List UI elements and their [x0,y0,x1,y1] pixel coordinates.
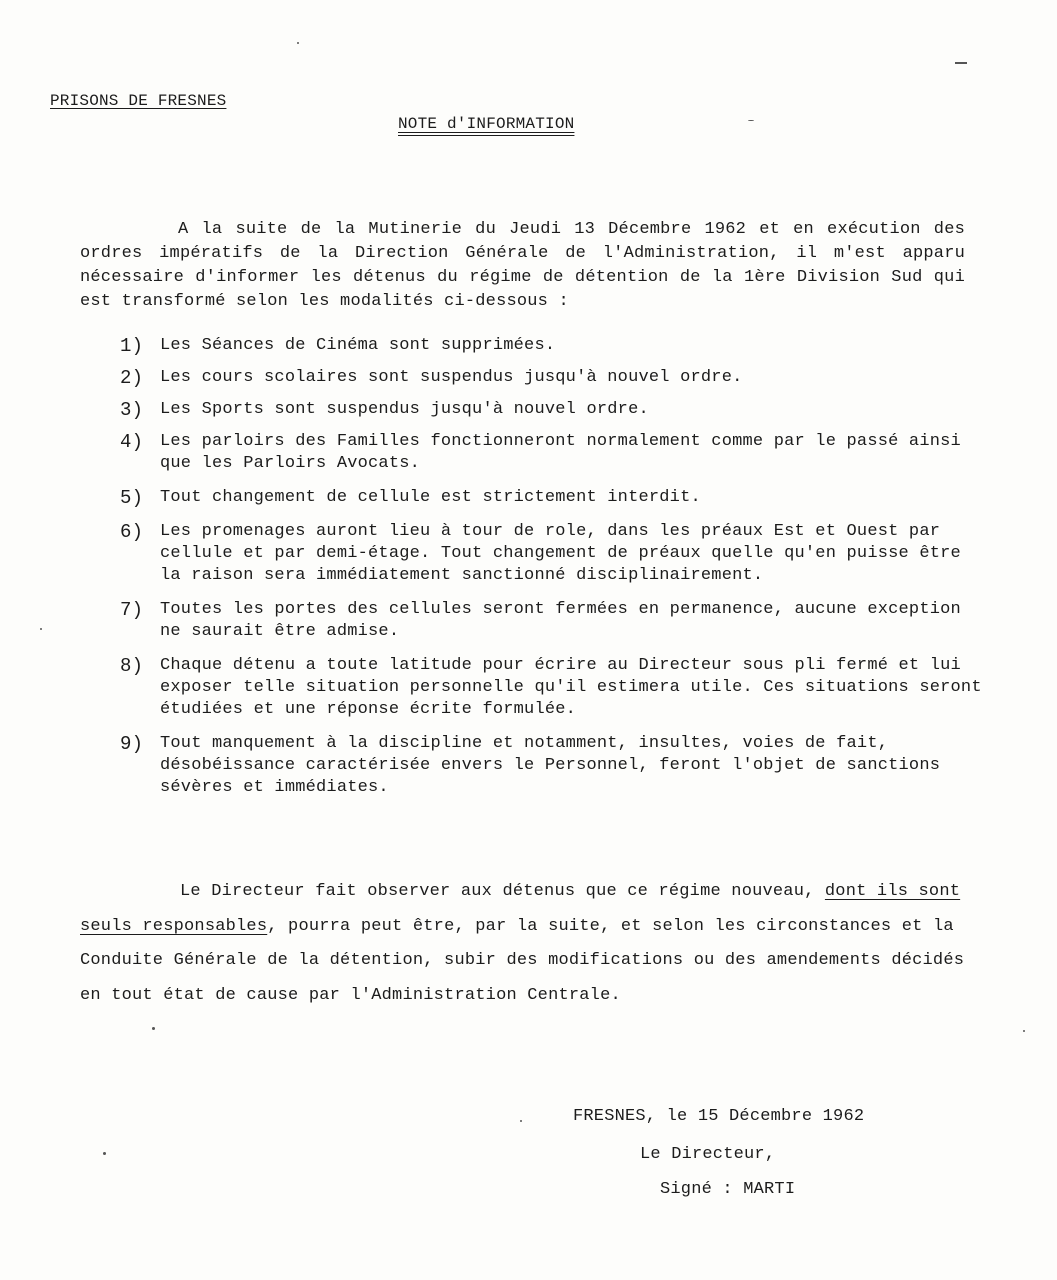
signature-role: Le Directeur, [640,1145,776,1164]
item-number: 4) [120,431,144,453]
item-text: Les Sports sont suspendus jusqu'à nouvel ordre. [160,400,649,419]
paper-speck [748,120,754,121]
list-item [120,599,990,643]
item-text: Tout changement de cellule est strictement interdit. [160,488,701,507]
list-item [120,399,990,421]
paper-speck [520,1120,522,1122]
paper-speck [152,1027,155,1030]
item-number: 7) [120,599,144,621]
document-title: NOTE d'INFORMATION [398,115,575,133]
item-text: Les promenages auront lieu à tour de role, dans les préaux Est et Ouest par cellule et par demi-étage. Tout changement de préaux quelle qu'en puisse être la raison sera immédiatement sanctionné disciplinairement. [160,522,961,585]
signature-place-date: FRESNES, le 15 Décembre 1962 [573,1107,865,1126]
item-number: 8) [120,655,144,677]
item-number: 3) [120,399,144,421]
item-text: Chaque détenu a toute latitude pour écrire au Directeur sous pli fermé et lui exposer telle situation personnelle qu'il estimera utile. Ces situations seront étudiées et une réponse écrite formulée. [160,656,982,719]
item-number: 6) [120,521,144,543]
measures-list [120,335,990,799]
item-text: Les Séances de Cinéma sont supprimées. [160,336,556,355]
list-item [120,733,990,799]
paper-speck [297,42,299,44]
paper-speck [1023,1030,1025,1032]
item-number: 9) [120,733,144,755]
item-text: Tout manquement à la discipline et notamment, insultes, voies de fait, désobéissance caractérisée envers le Personnel, feront l'objet de sanctions sévères et immédiates. [160,734,941,797]
item-text: Toutes les portes des cellules seront fermées en permanence, aucune exception ne saurait être admise. [160,600,961,641]
item-text: Les cours scolaires sont suspendus jusqu'à nouvel ordre. [160,368,743,387]
item-number: 1) [120,335,144,357]
paper-speck [955,62,967,64]
closing-text-end: , pourra peut être, par la suite, et selon les circonstances et la Conduite Générale de la détention, subir des modifications ou des amendements décidés en tout état de cause par l'Administration Centrale. [80,916,965,1005]
paper-speck [103,1152,106,1155]
list-item [120,487,990,509]
institution-header: PRISONS DE FRESNES [50,92,227,110]
item-number: 5) [120,487,144,509]
list-item [120,521,990,587]
paper-speck [40,628,42,630]
list-item [120,367,990,389]
item-text: Les parloirs des Familles fonctionneront normalement comme par le passé ainsi que les Parloirs Avocats. [160,432,961,473]
list-item [120,335,990,357]
closing-underlined-text: dont ils sont seuls responsables [80,882,961,936]
list-item [120,431,990,475]
signature-name: Signé : MARTI [660,1180,796,1199]
list-item [120,655,990,721]
intro-paragraph: A la suite de la Mutinerie du Jeudi 13 Décembre 1962 et en exécution des ordres impératifs de la Direction Générale de l'Administration, il m'est apparu nécessaire d'informer les détenus du régime de détention de la 1ère Division Sud qui est transformé selon les modalités ci-dessous : [80,220,965,311]
closing-text-start: Le Directeur fait observer aux détenus que ce régime nouveau, [180,882,825,901]
closing-paragraph [80,875,990,1013]
item-number: 2) [120,367,144,389]
